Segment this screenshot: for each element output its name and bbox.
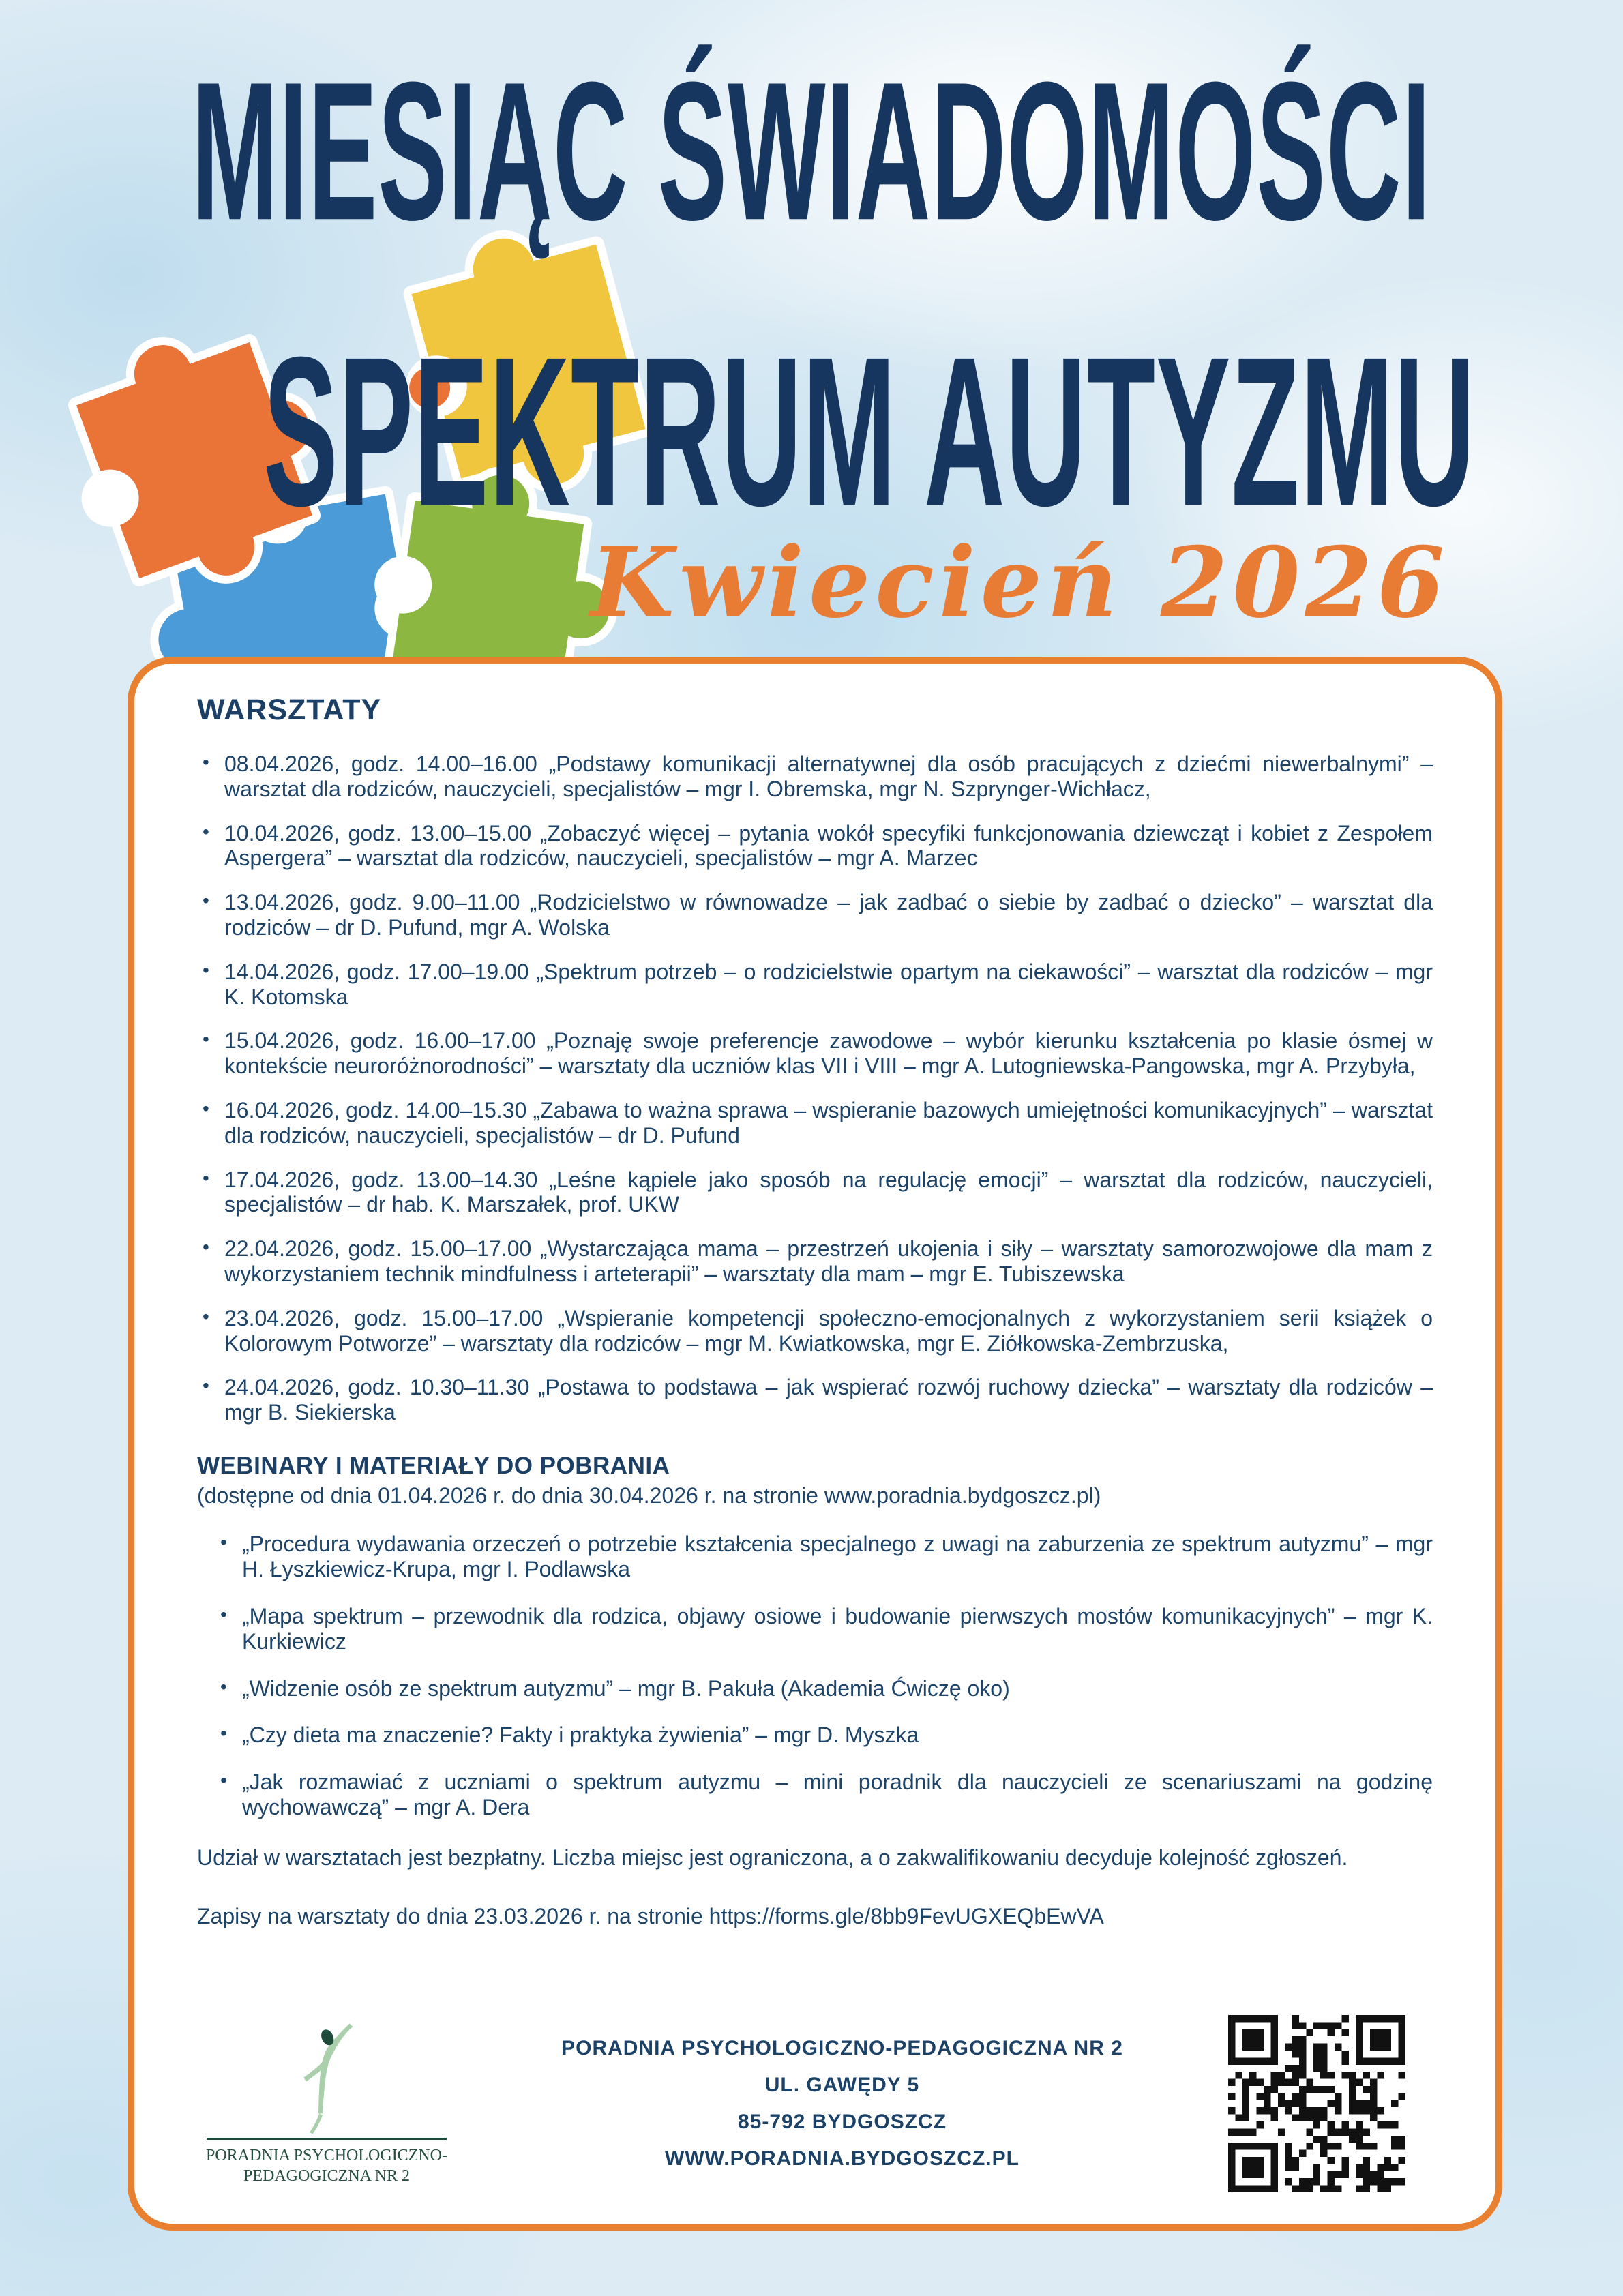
workshop-item — [197, 1028, 1433, 1079]
webinars-heading: WEBINARY I MATERIAŁY DO POBRANIA — [197, 1452, 670, 1479]
workshop-item-text: 08.04.2026, godz. 14.00–16.00 „Podstawy komunikacji alternatywnej dla osób pracujących z dziećmi niewerbalnymi” – warsztat dla rodziców, nauczycieli, specjalistów – mgr I. Obremska, mgr N. Szprynger-Wichłacz, — [224, 751, 1433, 801]
workshop-item-text: 14.04.2026, godz. 17.00–19.00 „Spektrum potrzeb – o rodzicielstwie opartym na ciekawości” – warsztat dla rodziców – mgr K. Kotomska — [224, 959, 1433, 1009]
organization-name: PORADNIA PSYCHOLOGICZNO-PEDAGOGICZNA NR 2 — [561, 2037, 1123, 2059]
logo-text-line1: PORADNIA PSYCHOLOGICZNO- — [205, 2146, 448, 2164]
workshop-item-text: 23.04.2026, godz. 15.00–17.00 „Wspieranie kompetencji społeczno-emocjonalnych z wykorzystaniem serii książek o Kolorowym Potworze” – warsztaty dla rodziców – mgr M. Kwiatkowska, mgr E. Ziółkowska-Zembrzuska, — [224, 1305, 1433, 1356]
workshop-item-text: 10.04.2026, godz. 13.00–15.00 „Zobaczyć więcej – pytania wokół specyfiki funkcjonowania dziewcząt i kobiet z Zespołem Aspergera” – warsztat dla rodziców, nauczycieli, specjalistów – mgr A. Marzec — [224, 820, 1433, 871]
webinar-item — [215, 1676, 1433, 1701]
website-url: WWW.PORADNIA.BYDGOSZCZ.PL — [665, 2147, 1019, 2170]
webinar-item-text: „Czy dieta ma znaczenie? Fakty i praktyka żywienia” – mgr D. Myszka — [242, 1723, 919, 1748]
workshop-item — [197, 1167, 1433, 1218]
workshop-item — [197, 1375, 1433, 1425]
address-street: UL. GAWĘDY 5 — [764, 2074, 920, 2096]
workshop-item — [197, 1306, 1433, 1356]
content-box — [128, 657, 1502, 2231]
workshop-item-text: 24.04.2026, godz. 10.30–11.30 „Postawa to podstawa – jak wspierać rozwój ruchowy dziecka” – warsztaty dla rodziców – mgr B. Siekierska — [224, 1375, 1433, 1425]
workshop-item — [197, 890, 1433, 940]
workshop-item — [197, 959, 1433, 1010]
workshop-item-text: 13.04.2026, godz. 9.00–11.00 „Rodzicielstwo w równowadze – jak zadbać o siebie by zadbać o dziecko” – warsztat dla rodziców – dr D. Pufund, mgr A. Wolska — [224, 890, 1433, 940]
webinar-item-text: „Mapa spektrum – przewodnik dla rodzica, objawy osiowe i budowanie pierwszych mostów komunikacyjnych” – mgr K. Kurkiewicz — [242, 1603, 1433, 1654]
webinar-item-text: „Jak rozmawiać z uczniami o spektrum autyzmu – mini poradnik dla nauczycieli ze scenariuszami na godzinę wychowawczą” – mgr A. Dera — [242, 1770, 1433, 1819]
webinar-item — [215, 1604, 1433, 1654]
footer — [197, 2015, 1433, 2192]
workshop-item — [197, 1236, 1433, 1287]
webinars-availability: (dostępne od dnia 01.04.2026 r. do dnia 30.04.2026 r. na stronie www.poradnia.bydgoszcz.pl) — [197, 1482, 1101, 1508]
workshop-item — [197, 751, 1433, 802]
signup-note-prefix: Zapisy na warsztaty do dnia 23.03.2026 r. na stronie — [197, 1904, 709, 1929]
signup-note — [197, 1903, 1433, 1929]
workshop-item-text: 17.04.2026, godz. 13.00–14.30 „Leśne kąpiele jako sposób na regulację emocji” – warsztat dla rodziców, nauczycieli, specjalistów – dr hab. K. Marszałek, prof. UKW — [224, 1167, 1433, 1217]
qr-block — [1228, 2015, 1433, 2192]
workshop-item-text: 22.04.2026, godz. 15.00–17.00 „Wystarczająca mama – przestrzeń ukojenia i siły – warsztaty samorozwojowe dla mam z wykorzystaniem technik mindfulness i arteterapii” – warsztaty dla mam – mgr E. Tubiszewska — [224, 1236, 1433, 1286]
workshops-heading: WARSZTATY — [197, 694, 382, 726]
logo-text-line2: PEDAGOGICZNA NR 2 — [243, 2166, 410, 2185]
poster-title-line2: SPEKTRUM AUTYZMU — [263, 313, 1476, 550]
contact-block — [456, 2030, 1228, 2177]
webinar-item — [215, 1723, 1433, 1748]
webinars-list — [215, 1532, 1433, 1841]
webinar-item-text: „Widzenie osób ze spektrum autyzmu” – mgr B. Pakuła (Akademia Ćwiczę oko) — [242, 1675, 1010, 1701]
poster-subtitle-month: Kwiecień 2026 — [590, 526, 1449, 640]
logo-divider — [207, 2138, 447, 2140]
poster-title-line1: MIESIĄC ŚWIADOMOŚCI — [192, 41, 1431, 262]
person-figure-icon — [276, 2022, 378, 2136]
address-city: 85-792 BYDGOSZCZ — [737, 2111, 947, 2133]
qr-code — [1228, 2015, 1405, 2192]
webinar-item — [215, 1770, 1433, 1820]
workshop-item-text: 16.04.2026, godz. 14.00–15.30 „Zabawa to ważna sprawa – wspieranie bazowych umiejętności komunikacyjnych” – warsztat dla rodziców, nauczycieli, specjalistów – dr D. Pufund — [224, 1097, 1433, 1148]
workshop-item — [197, 821, 1433, 871]
workshop-item — [197, 1098, 1433, 1148]
signup-form-link[interactable]: https://forms.gle/8bb9FevUGXEQbEwVA — [709, 1904, 1104, 1929]
workshop-item-text: 15.04.2026, godz. 16.00–17.00 „Poznaję swoje preferencje zawodowe – wybór kierunku kształcenia po klasie ósmej w kontekście neuroróżnorodności” – warsztaty dla uczniów klas VII i VIII – mgr A. Lutogniewska-Pangowska, mgr A. Przybyła, — [224, 1028, 1433, 1079]
organization-logo — [197, 2022, 456, 2186]
webinar-item — [215, 1532, 1433, 1582]
workshops-list — [197, 751, 1433, 1444]
free-participation-note: Udział w warsztatach jest bezpłatny. Liczba miejsc jest ograniczona, a o zakwalifikowaniu decyduje kolejność zgłoszeń. — [197, 1845, 1348, 1870]
webinar-item-text: „Procedura wydawania orzeczeń o potrzebie kształcenia specjalnego z uwagi na zaburzenia ze spektrum autyzmu” – mgr H. Łyszkiewicz-Krupa, mgr I. Podlawska — [242, 1532, 1433, 1582]
